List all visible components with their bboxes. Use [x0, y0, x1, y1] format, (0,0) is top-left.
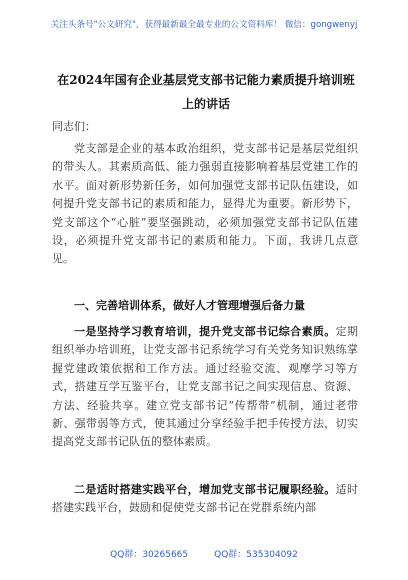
section-heading: 一、完善培训体系，做好人才管理增强后备力量	[74, 299, 305, 312]
point-2-body: 适时搭建实践平台，鼓励和促使党支部书记在党群系统内部	[52, 483, 358, 515]
point-2-lead: 二是适时搭建实践平台，增加党支部书记履职经验。	[74, 483, 336, 496]
footer-qq-group-1: QQ群：30265665	[110, 550, 189, 560]
paragraph-point-2	[52, 481, 358, 518]
paragraph-point-1	[52, 323, 358, 452]
footer	[0, 547, 408, 560]
footer-qq-group-2: QQ群：535304092	[214, 550, 298, 560]
point-1-lead: 一是坚持学习教育培训，提升党支部书记综合素质。	[74, 325, 336, 338]
document-title: 在2024年国有企业基层党支部书记能力素质提升培训班上的讲话	[57, 73, 355, 111]
salutation: 同志们：	[52, 120, 96, 133]
header-notice: 关注头条号"公文研究"，获得最新最全最专业的公文资料库！ 微信：gongwenyj	[50, 20, 358, 30]
intro-paragraph: 党支部是企业的基本政治组织，党支部书记是基层党组织的带头人。其素质高低、能力强弱直接影响着基层党建工作的水平。面对新形势新任务，如何加强党支部书记队伍建设，如何提升党支部书记的素质和能力，显得尤为重要。新形势下，党支部这个“心脏”要坚强跳动，必须加强党支部书记队伍建设，必须提升党支部书记的素质和能力。下面，我讲几点意见。	[52, 142, 358, 266]
point-1-body: 定期组织举办培训班，让党支部书记系统学习有关党务知识熟练掌握党建政策依据和工作方法。通过经验交流、观摩学习等方式，搭建互学互鉴平台，让党支部书记之间实现信息、资源、方法、经验共享。建立党支部书记“传帮带”机制，通过老带新、强带弱等方式，使其通过分享经验手把手传授方法，切实提高党支部书记队伍的整体素质。	[52, 325, 358, 449]
